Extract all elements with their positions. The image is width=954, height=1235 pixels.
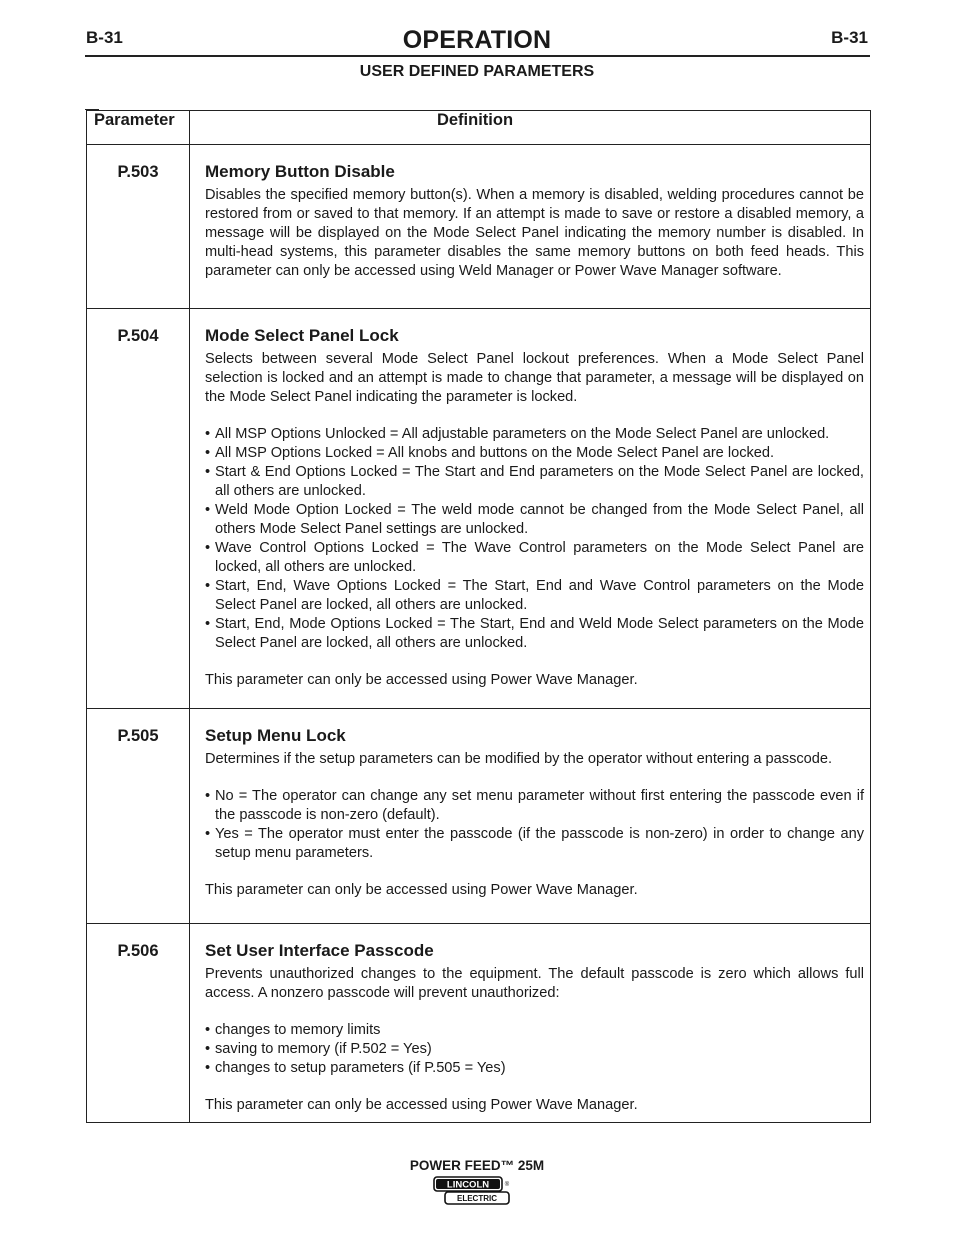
definition-text: Selects between several Mode Select Panel lockout preferences. When a Mode Select Panel selection is locked and an attempt is made to change that parameter, a message will be displayed on the Mode Select Panel indicating the parameter is locked. (205, 351, 864, 405)
table-header-row (87, 111, 871, 145)
parameter-code: P.503 (87, 145, 190, 309)
list-item: • changes to memory limits (205, 1021, 864, 1040)
parameters-table (86, 110, 871, 1123)
definition-title: Setup Menu Lock (205, 726, 346, 745)
list-item: • Start & End Options Locked = The Start and End parameters on the Mode Select Panel are locked, all others are unlocked. (205, 463, 864, 501)
list-item: • No = The operator can change any set menu parameter without first entering the passcode even if the passcode is non-zero (default). (205, 787, 864, 825)
parameter-code: P.504 (87, 309, 190, 709)
list-item: • Wave Control Options Locked = The Wave Control parameters on the Mode Select Panel are locked, all others are unlocked. (205, 539, 864, 577)
list-item: • saving to memory (if P.502 = Yes) (205, 1040, 864, 1059)
column-header-parameter: Parameter (87, 111, 190, 145)
parameter-code: P.505 (87, 709, 190, 924)
list-item: • All MSP Options Locked = All knobs and buttons on the Mode Select Panel are locked. (205, 444, 864, 463)
table-row (87, 924, 871, 1123)
list-item: • Start, End, Mode Options Locked = The Start, End and Weld Mode Select parameters on the Mode Select Panel are locked, all others are unlocked. (205, 615, 864, 653)
logo-text-electric: ELECTRIC (457, 1194, 497, 1203)
table-row (87, 709, 871, 924)
logo-registered-mark: ® (504, 1182, 510, 1188)
page-subtitle: USER DEFINED PARAMETERS (359, 63, 595, 80)
list-item: • changes to setup parameters (if P.505 = Yes) (205, 1059, 864, 1078)
access-note: This parameter can only be accessed using Power Wave Manager. (205, 672, 638, 688)
parameter-definition (190, 709, 871, 924)
list-item: • Yes = The operator must enter the passcode (if the passcode is non-zero) in order to change any setup menu parameters. (205, 825, 864, 863)
access-note: This parameter can only be accessed using Power Wave Manager. (205, 882, 638, 898)
page-number-left: B-31 (86, 28, 123, 47)
definition-title: Mode Select Panel Lock (205, 326, 399, 345)
page-number-right: B-31 (831, 28, 868, 47)
header-rule (85, 55, 870, 57)
parameter-definition (190, 309, 871, 709)
parameter-code: P.506 (87, 924, 190, 1123)
definition-title: Memory Button Disable (205, 162, 395, 181)
definition-text: Disables the specified memory button(s). When a memory is disabled, welding procedures cannot be restored from or saved to that memory. If an attempt is made to save or restore a disabled memory, a message will be displayed on the Mode Select Panel indicating the memory number is disabled. In multi-head systems, this parameter disables the same memory buttons on both feed heads. This parameter can only be accessed using Weld Manager or Power Wave Manager software. (205, 187, 864, 279)
parameter-definition (190, 924, 871, 1123)
section-title: OPERATION (402, 26, 552, 54)
definition-text: Determines if the setup parameters can be modified by the operator without entering a passcode. (205, 751, 833, 767)
table-row (87, 309, 871, 709)
list-item: • Start, End, Wave Options Locked = The Start, End and Wave Control parameters on the Mode Select Panel are locked, all others are unlocked. (205, 577, 864, 615)
option-list (205, 1021, 864, 1078)
parameter-definition (190, 145, 871, 309)
definition-text: Prevents unauthorized changes to the equipment. The default passcode is zero which allows full access. A nonzero passcode will prevent unauthorized: (205, 966, 864, 1001)
lincoln-electric-logo (433, 1175, 513, 1207)
footer-product-name: POWER FEED™ 25M (409, 1158, 545, 1173)
list-item: • All MSP Options Unlocked = All adjustable parameters on the Mode Select Panel are unlocked. (205, 425, 864, 444)
column-header-definition: Definition (190, 111, 871, 145)
list-item: • Weld Mode Option Locked = The weld mode cannot be changed from the Mode Select Panel, all others Mode Select Panel settings are unlocked. (205, 501, 864, 539)
logo-text-lincoln: LINCOLN (446, 1179, 490, 1191)
definition-title: Set User Interface Passcode (205, 941, 434, 960)
option-list (205, 787, 864, 863)
option-list (205, 425, 864, 653)
table-row (87, 145, 871, 309)
access-note: This parameter can only be accessed using Power Wave Manager. (205, 1097, 638, 1113)
